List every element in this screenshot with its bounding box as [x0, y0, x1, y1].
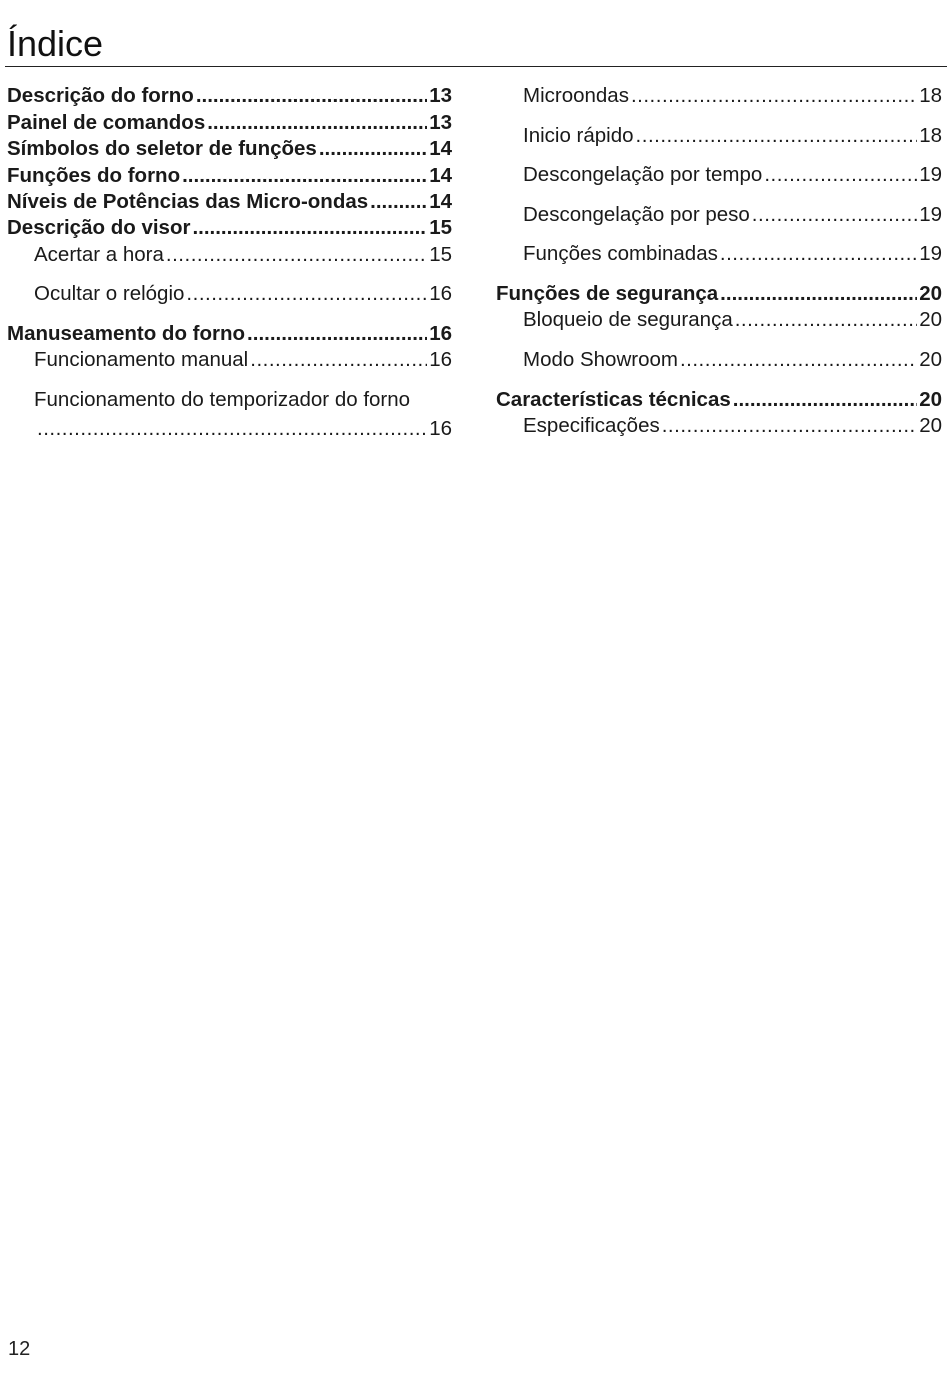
toc-entry-continuation[interactable] [7, 415, 452, 443]
dot-leader [250, 346, 427, 374]
toc-entry[interactable] [7, 188, 452, 216]
dot-leader [764, 161, 917, 189]
dot-leader [247, 320, 427, 348]
dot-leader [735, 306, 917, 334]
toc-entry-label: Características técnicas [496, 388, 731, 411]
toc-entry[interactable] [7, 214, 452, 242]
toc-entry-page: 16 [429, 348, 452, 371]
toc-entry-page: 16 [429, 282, 452, 305]
toc-entry-page: 20 [919, 388, 942, 411]
toc-entry-page: 14 [429, 137, 452, 160]
toc-entry-label: Acertar a hora [34, 243, 164, 266]
toc-entry[interactable] [496, 201, 942, 229]
toc-entry-page: 15 [429, 216, 452, 239]
toc-entry-label: Descrição do forno [7, 84, 194, 107]
toc-entry[interactable] [7, 320, 452, 348]
toc-entry-page: 20 [919, 308, 942, 331]
dot-leader [370, 188, 427, 216]
toc-entry-page: 20 [919, 282, 942, 305]
toc-entry-label: Microondas [523, 84, 629, 107]
dot-leader [186, 280, 427, 308]
toc-entry-page: 18 [919, 124, 942, 147]
toc-entry-page: 20 [919, 414, 942, 437]
toc-entry-page: 13 [429, 111, 452, 134]
toc-entry[interactable] [496, 306, 942, 334]
toc-entry-page: 14 [429, 164, 452, 187]
dot-leader [680, 346, 917, 374]
toc-entry-label: Símbolos do seletor de funções [7, 137, 317, 160]
dot-leader [166, 241, 427, 269]
toc-entry[interactable] [496, 122, 942, 150]
toc-entry-label: Descongelação por tempo [523, 163, 763, 186]
toc-entry-page: 20 [919, 348, 942, 371]
toc-entry-page: 19 [919, 242, 942, 265]
toc-entry-label: Especificações [523, 414, 660, 437]
toc-entry-page: 16 [429, 417, 452, 440]
toc-entry-page: 19 [919, 203, 942, 226]
toc-entry-page: 16 [429, 322, 452, 345]
page-title: Índice [7, 23, 104, 64]
dot-leader [752, 201, 917, 229]
toc-entry-label: Funcionamento manual [34, 348, 249, 371]
toc-entry-label: Inicio rápido [523, 124, 634, 147]
toc-entry[interactable] [496, 386, 942, 414]
toc-entry-label: Funcionamento do temporizador do forno [34, 388, 411, 411]
toc-entry[interactable] [7, 280, 452, 308]
dot-leader [319, 135, 427, 163]
toc-entry-label: Funções combinadas [523, 242, 718, 265]
dot-leader [196, 82, 427, 110]
toc-entry-page: 18 [919, 84, 942, 107]
dot-leader [631, 82, 917, 110]
toc-entry[interactable] [496, 240, 942, 268]
dot-leader [662, 412, 917, 440]
dot-leader [182, 162, 427, 190]
toc-entry-label: Funções do forno [7, 164, 181, 187]
dot-leader [37, 415, 427, 443]
toc-entry-page: 14 [429, 190, 452, 213]
toc-entry-label: Bloqueio de segurança [523, 308, 733, 331]
dot-leader [207, 109, 427, 137]
toc-entry-label: Descongelação por peso [523, 203, 750, 226]
dot-leader [636, 122, 918, 150]
toc-entry-label: Painel de comandos [7, 111, 206, 134]
toc-entry-label: Modo Showroom [523, 348, 678, 371]
toc-entry-label: Manuseamento do forno [7, 322, 246, 345]
toc-entry-page: 13 [429, 84, 452, 107]
toc-entry-wrapped[interactable] [7, 386, 452, 414]
toc-entry[interactable] [7, 82, 452, 110]
footer-page-number: 12 [8, 1338, 31, 1360]
toc-entry-label: Níveis de Potências das Micro-ondas [7, 190, 369, 213]
toc-entry[interactable] [496, 161, 942, 189]
toc-entry-label: Descrição do visor [7, 216, 191, 239]
toc-entry[interactable] [7, 346, 452, 374]
dot-leader [720, 280, 917, 308]
toc-entry[interactable] [496, 280, 942, 308]
toc-entry-label: Funções de segurança [496, 282, 719, 305]
toc-entry[interactable] [496, 412, 942, 440]
toc-entry[interactable] [496, 82, 942, 110]
toc-entry-page: 15 [429, 243, 452, 266]
dot-leader [720, 240, 917, 268]
dot-leader [192, 214, 427, 242]
toc-entry[interactable] [7, 135, 452, 163]
toc-entry[interactable] [7, 241, 452, 269]
title-divider [5, 66, 947, 67]
toc-entry[interactable] [496, 346, 942, 374]
toc-entry-label: Ocultar o relógio [34, 282, 185, 305]
toc-entry[interactable] [7, 109, 452, 137]
toc-entry-page: 19 [919, 163, 942, 186]
dot-leader [733, 386, 917, 414]
toc-entry[interactable] [7, 162, 452, 190]
